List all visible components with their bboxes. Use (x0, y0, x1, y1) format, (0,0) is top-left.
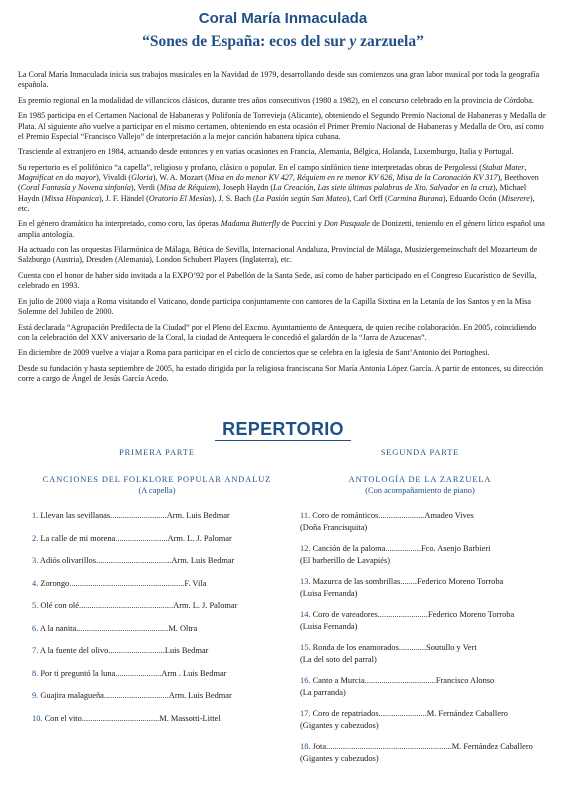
item-number: 4. (32, 578, 39, 588)
item-work: (El barberillo de Lavapiés) (300, 555, 390, 565)
bio-paragraph: La Coral María Inmaculada inicia sus trabajos musicales en la Navidad de 1979, desarrollando desde sus comienzos una gran labor musical por toda la geografía española. (18, 70, 540, 90)
bio-paragraph: En julio de 2000 viaja a Roma visitando el Vaticano, donde participa conjuntamente con cantores de la Capilla Sixtina en la Letanía de los Santos y en la Misa Solemne del Jubileo de 2000. (18, 296, 531, 316)
bio-text: de Donizetti, teniendo en el género lírico español una amplia antología. (18, 219, 545, 239)
list-item (32, 555, 282, 578)
bio-text: ), Vivaldi ( (96, 173, 132, 183)
list-item (32, 623, 282, 646)
item-leader: ........................... (108, 646, 165, 655)
list-item (300, 576, 540, 609)
list-item (32, 713, 282, 736)
item-leader: ...................... (115, 668, 162, 678)
list-item (300, 708, 540, 741)
item-author: Arm . Luis Bedmar (161, 668, 227, 678)
bio-work: Magnificat en do mayor (18, 173, 97, 183)
item-title: Con el vito (44, 713, 82, 723)
bio-paragraph: Es premio regional en la modalidad de villancicos clásicos, durante tres años consecutivos (1980 a 1982), en el concurso celebrado en la provincia de Córdoba. (18, 95, 534, 105)
item-title: La calle de mi morena (40, 533, 116, 543)
item-work: (Luisa Fernanda) (300, 588, 358, 598)
first-part-subtitle: (A capella) (138, 486, 176, 495)
list-item (32, 668, 282, 691)
bio-work: Stabat Mater (481, 162, 525, 172)
bio-text: Su repertorio es el polifónico “a capella”, religioso y profano, clásico o popular. En el campo sinfónico tiene interpretadas obras de Pergolessi ( (18, 162, 482, 172)
item-leader: ........ (400, 577, 417, 586)
program-title-y: y (349, 33, 357, 50)
list-item (32, 578, 282, 601)
program-title (0, 33, 566, 51)
bio-paragraph-repertoire (18, 163, 548, 214)
item-number: 1. (32, 511, 39, 520)
list-item (32, 690, 282, 713)
item-author: Amadeo Vives (424, 511, 474, 520)
item-title: Guajira malagueña (40, 691, 104, 700)
item-leader: ....................................................... (69, 578, 185, 588)
list-item (32, 645, 282, 668)
item-number: 16. (300, 676, 311, 685)
item-author: Fco. Asenjo Barbieri (420, 544, 491, 553)
item-leader: ..................................... (81, 713, 160, 723)
item-title: Coro de románticos (312, 511, 379, 520)
item-author: Luis Bedmar (164, 646, 209, 655)
bio-work: Coral Fantasía y Novena sinfonía (20, 183, 131, 193)
item-number: 7. (32, 646, 39, 655)
item-number: 17. (300, 709, 311, 718)
bio-work: Don Pasquale (323, 219, 370, 229)
bio-text: , (524, 162, 527, 172)
list-item (300, 741, 540, 774)
list-item (32, 533, 282, 556)
item-title: Adiós olivarillos (39, 556, 96, 565)
bio-work: Madama Butterfly (220, 219, 280, 229)
first-part-list (32, 510, 282, 735)
item-leader: ....................... (378, 709, 427, 718)
bio-text: ), etc. (18, 193, 535, 213)
item-title: Zorongo (40, 578, 70, 588)
second-part-column (300, 448, 540, 774)
bio-paragraph: Está declarada “Agrupación Predilecta de la Ciudad” por el Pleno del Excmo. Ayuntamiento de Antequera, de quien recibe colaboración. En 2005, coincidiendo con la celebración del XXV aniversario de la Coral, la ciudad de Antequera le concedió el galardón de la “Jarra de Azucenas”. (18, 322, 537, 342)
item-author: M. Fernández Caballero (426, 709, 508, 718)
item-author: Arm. Luis Bedmar (168, 691, 232, 700)
item-title: Ronda de los enamorados (312, 643, 399, 652)
item-leader: .................................. (364, 676, 436, 685)
item-number: 5. (32, 601, 39, 610)
bio-text: ), Eduardo Ocón ( (442, 193, 502, 203)
bio-work: La Pasión según San Mateo (255, 193, 347, 203)
item-title: Mazurca de las sombrillas (312, 577, 401, 586)
item-leader: ................. (385, 544, 421, 553)
list-item (300, 609, 540, 642)
list-item (300, 510, 540, 543)
second-part-label: SEGUNDA PARTE (380, 448, 460, 457)
program-title-pre: “Sones de España: ecos del sur (142, 33, 350, 50)
item-number: 10. (32, 713, 43, 723)
item-leader: .................................... (96, 556, 172, 565)
item-title: Por ti preguntó la luna (40, 668, 116, 678)
item-author: Francisco Alonso (435, 676, 495, 685)
item-author: M. Fernández Caballero (451, 742, 533, 751)
bio-paragraph: En diciembre de 2009 vuelve a viajar a Roma para participar en el ciclo de conciertos que se celebra en la iglesia de Sant’Antonio dei Portoghesi. (18, 348, 490, 358)
item-work: (Luisa Fernanda) (300, 621, 358, 631)
item-work: (La parranda) (300, 687, 346, 697)
first-part-label: PRIMERA PARTE (119, 448, 195, 457)
bio-text: ), Verdi ( (130, 183, 160, 193)
item-work: (Doña Francisquita) (300, 522, 368, 532)
repertorio-heading: REPERTORIO (222, 419, 344, 439)
item-number: 13. (300, 577, 311, 586)
item-title: Canción de la paloma (312, 544, 386, 553)
item-title: Coro de vareadores (312, 610, 378, 619)
item-leader: ...................... (378, 511, 425, 520)
item-author: Arm. L. J. Palomar (167, 533, 232, 543)
bio-work: Miserere (501, 193, 530, 203)
item-work: (La del soto del parral) (300, 654, 377, 664)
bio-work: La Creación, Las siete últimas palabras de Xto. Salvador en la cruz (273, 183, 493, 193)
item-author: Arm. Luis Bedmar (171, 556, 235, 565)
bio-paragraph: Ha actuado con las orquestas Filarmónica de Málaga, Bética de Sevilla, Internacional Andaluza, Provincial de Málaga, Musiziergemeinschaft del Mozarteum de Salzburgo (Austria), Dresden (Alemania), London Schubert Players (Inglaterra), etc. (18, 245, 538, 265)
second-part-subtitle: (Con acompañamiento de piano) (365, 486, 475, 495)
bio-text: ), Beethoven ( (18, 173, 539, 193)
bio-paragraph: En 1985 participa en el Certamen Nacional de Habaneras y Polifonía de Torrevieja (Alicante), obteniendo el Segundo Premio Nacional de Habaneras y Medalla de Plata. Al siguiente año vuelve a participar en el mismo certamen, obteniendo en esta ocasión el Primer Premio Nacional de Habaneras y Medalla de Oro, así como el Premio Especial “Francisco Vallejo” de interpretación a la mejor canción habanera típica cubana. (18, 111, 546, 141)
choir-title: Coral María Inmaculada (198, 10, 368, 27)
bio-text: ), Carl Orff ( (346, 193, 388, 203)
biography (18, 70, 548, 390)
item-author: Arm. Luis Bedmar (166, 511, 230, 520)
item-title: A la nanita (39, 623, 77, 633)
item-author: F. Vila (184, 578, 207, 588)
heading-underline (215, 440, 351, 441)
item-leader: ............. (398, 643, 427, 652)
bio-text: ), J. S. Bach ( (211, 193, 256, 203)
list-item (300, 543, 540, 576)
bio-text: En el género dramático ha interpretado, como coro, las óperas (18, 219, 221, 229)
bio-text: ), W. A. Mozart ( (152, 173, 208, 183)
item-author: Soutullo y Vert (426, 643, 477, 652)
item-number: 8. (32, 668, 39, 678)
bio-work: Missa Hispanica (44, 193, 99, 203)
list-item (32, 510, 282, 533)
bio-work: Gloria (131, 173, 153, 183)
item-number: 11. (300, 511, 311, 520)
bio-paragraph: Desde su fundación y hasta septiembre de 2005, ha estado dirigida por la religiosa franciscana Sor María Antonia López García. A partir de entonces, su dirección corre a cargo de Ángel de Jesús García Acedo. (18, 363, 544, 384)
list-item (300, 642, 540, 675)
bio-work: Carmina Burana (387, 193, 443, 203)
bio-text: ), Joseph Haydn ( (215, 183, 274, 193)
item-author: M. Oltra (168, 623, 198, 633)
program-title-post: zarzuela” (356, 33, 424, 50)
item-number: 3. (32, 556, 39, 565)
first-part-column (32, 448, 282, 735)
second-part-list (300, 510, 540, 774)
bio-text: ), J. F. Händel ( (98, 193, 149, 203)
item-number: 6. (32, 623, 39, 633)
item-leader: ............................... (103, 691, 169, 700)
item-leader: ............................................ (76, 623, 169, 633)
item-work: (Gigantes y cabezudos) (300, 720, 379, 730)
bio-paragraph: Cuenta con el honor de haber sido invitada a la EXPO’92 por el Pabellón de la Santa Sede, así como de haber participado en el Congreso Eucarístico de Sevilla, celebrado en 1993. (18, 270, 537, 291)
item-leader: ............................................. (78, 601, 174, 610)
bio-work: Misa de Réquiem (159, 183, 216, 193)
bio-text: de Puccini y (279, 219, 324, 229)
item-title: Olé con olé (40, 601, 79, 610)
first-part-section: CANCIONES DEL FOLKLORE POPULAR ANDALUZ (42, 475, 272, 484)
list-item (32, 600, 282, 623)
item-title: Coro de repatriados (312, 709, 379, 718)
bio-text: ), Michael Haydn ( (18, 183, 527, 203)
second-part-section: ANTOLOGÍA DE LA ZARZUELA (348, 475, 492, 484)
item-leader: ........................... (110, 511, 167, 520)
item-number: 2. (32, 533, 39, 543)
item-work: (Gigantes y cabezudos) (300, 753, 379, 763)
item-number: 15. (300, 643, 311, 652)
bio-work: Oratorio El Mesías (148, 193, 212, 203)
item-author: M. Massotti-Littel (159, 713, 221, 723)
item-leader: ............................................................ (326, 742, 452, 751)
item-number: 18. (300, 742, 311, 751)
item-title: A la fuente del olivo (39, 646, 109, 655)
item-leader: ......................... (115, 533, 168, 543)
item-author: Federico Moreno Torroba (427, 610, 515, 619)
bio-paragraph: Trasciende al extranjero en 1984, actuando desde entonces y en varias ocasiones en Francia, Alemania, Bélgica, Holanda, Luxemburgo, Italia y Portugal. (18, 147, 514, 157)
item-number: 12. (300, 544, 311, 553)
item-author: Federico Moreno Torroba (417, 577, 504, 586)
item-title: Canto a Murcia (312, 676, 365, 685)
bio-paragraph-opera (18, 219, 548, 239)
item-number: 9. (32, 691, 39, 700)
item-leader: ........................ (377, 610, 428, 619)
item-author: Arm. L. J. Palomar (173, 601, 238, 610)
item-title: Jota (312, 742, 327, 751)
list-item (300, 675, 540, 708)
item-number: 14. (300, 610, 311, 619)
item-title: Llevan las sevillanas (40, 511, 111, 520)
bio-work: Misa en do menor KV 427, Réquiem en re menor KV 626, Misa de la Coronación KV 317 (207, 173, 498, 183)
